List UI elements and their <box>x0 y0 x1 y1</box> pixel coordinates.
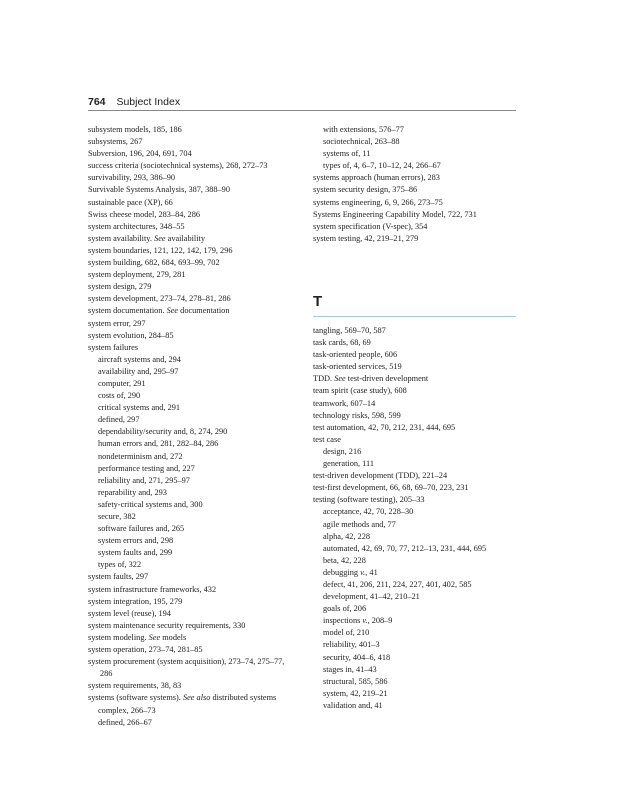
index-subentry: inspections v., 208–9 <box>323 616 393 626</box>
index-subentry: defined, 266–67 <box>98 717 152 727</box>
index-column-right-t <box>313 325 523 712</box>
index-subentry: with extensions, 576–77 <box>323 125 404 134</box>
index-entry: task-oriented people, 606 <box>313 350 398 360</box>
index-subentry: complex, 266–73 <box>98 705 156 715</box>
index-entry: system documentation. See documentation <box>88 306 230 316</box>
index-entry: system maintenance security requirements, 330 <box>88 620 246 630</box>
index-subentry: development, 41–42, 210–21 <box>323 592 420 602</box>
index-entry: test case <box>313 434 341 444</box>
index-entry: system evolution, 284–85 <box>88 330 174 340</box>
index-subentry: security, 404–6, 418 <box>323 652 391 662</box>
index-entry: system availability. See availability <box>88 233 205 243</box>
header-divider <box>88 110 516 111</box>
index-subentry: stages in, 41–43 <box>323 664 377 674</box>
index-subentry: costs of, 290 <box>98 391 141 401</box>
index-subentry: secure, 382 <box>98 512 136 521</box>
index-entry: systems approach (human errors), 283 <box>313 173 440 183</box>
index-entry: test-driven development (TDD), 221–24 <box>313 471 448 481</box>
index-subentry: availability and, 295–97 <box>98 366 179 376</box>
index-subentry: defined, 297 <box>98 415 140 425</box>
index-subentry: reliability, 401–3 <box>323 640 380 650</box>
section-divider <box>313 316 516 317</box>
index-subentry: model of, 210 <box>323 628 370 638</box>
index-subentry: generation, 111 <box>323 459 374 469</box>
index-entry: system development, 273–74, 278–81, 286 <box>88 294 231 304</box>
page-header <box>88 96 180 108</box>
index-entry: team spirit (case study), 608 <box>313 386 407 396</box>
index-entry: system boundaries, 121, 122, 142, 179, 296 <box>88 245 233 255</box>
index-subentry: acceptance, 42, 70, 228–30 <box>323 507 414 517</box>
index-entry: subsystem models, 185, 186 <box>88 125 182 134</box>
index-entry: task cards, 68, 69 <box>313 338 371 348</box>
index-entry: test-first development, 66, 68, 69–70, 223, 231 <box>313 483 469 493</box>
index-entry: TDD. See test-driven development <box>313 374 429 384</box>
index-entry: system design, 279 <box>88 282 152 292</box>
index-subentry: beta, 42, 228 <box>323 555 366 565</box>
index-subentry: nondeterminism and, 272 <box>98 451 183 461</box>
index-subentry: reliability and, 271, 295–97 <box>98 475 190 485</box>
index-entry: teamwork, 607–14 <box>313 398 376 408</box>
index-subentry: sociotechnical, 263–88 <box>323 137 400 147</box>
index-entry: systems (software systems). See also distributed systems <box>88 693 277 703</box>
index-subentry: critical systems and, 291 <box>98 403 181 413</box>
index-entry: task-oriented services, 519 <box>313 362 402 372</box>
index-entry: system faults, 297 <box>88 572 149 582</box>
index-entry: system modeling. See models <box>88 632 187 642</box>
page-number: 764 <box>88 96 106 108</box>
index-entry: system level (reuse), 194 <box>88 608 171 618</box>
index-entry: system deployment, 279, 281 <box>88 270 186 280</box>
index-entry: system building, 682, 684, 693–99, 702 <box>88 258 220 268</box>
index-entry: technology risks, 598, 599 <box>313 410 401 420</box>
index-subentry: reparability and, 293 <box>98 487 167 497</box>
index-entry: system security design, 375–86 <box>313 185 418 195</box>
index-entry: Swiss cheese model, 283–84, 286 <box>88 209 200 219</box>
index-entry: Survivable Systems Analysis, 387, 388–90 <box>88 185 230 195</box>
index-entry: test automation, 42, 70, 212, 231, 444, 695 <box>313 422 456 432</box>
running-title: Subject Index <box>116 96 181 108</box>
index-entry: system specification (V-spec), 354 <box>313 221 428 231</box>
index-entry: subsystems, 267 <box>88 137 143 147</box>
index-subentry: goals of, 206 <box>323 604 367 614</box>
index-subentry: computer, 291 <box>98 378 146 388</box>
index-entry: testing (software testing), 205–33 <box>313 495 425 505</box>
index-subentry: system faults and, 299 <box>98 548 173 558</box>
index-entry: system architectures, 348–55 <box>88 221 185 231</box>
index-entry: system procurement (system acquisition), 273–74, 275–77, 286 <box>88 657 285 679</box>
index-subentry: aircraft systems and, 294 <box>98 354 181 364</box>
index-entry: systems engineering, 6, 9, 266, 273–75 <box>313 197 443 207</box>
index-column-right-top <box>313 124 523 245</box>
index-entry: system infrastructure frameworks, 432 <box>88 584 217 594</box>
index-subentry: alpha, 42, 228 <box>323 531 371 541</box>
index-entry: Subversion, 196, 204, 691, 704 <box>88 149 192 159</box>
index-subentry: dependability/security and, 8, 274, 290 <box>98 427 228 437</box>
index-entry: system failures <box>88 342 139 352</box>
index-subentry: software failures and, 265 <box>98 524 185 534</box>
index-subentry: automated, 42, 69, 70, 77, 212–13, 231, 444, 695 <box>323 543 487 553</box>
index-subentry: types of, 4, 6–7, 10–12, 24, 266–67 <box>323 161 441 171</box>
index-entry: survivability, 293, 386–90 <box>88 173 176 183</box>
index-subentry: system, 42, 219–21 <box>323 688 388 698</box>
index-subentry: defect, 41, 206, 211, 224, 227, 401, 402, 585 <box>323 579 472 589</box>
index-subentry: safety-critical systems and, 300 <box>98 499 203 509</box>
index-subentry: design, 216 <box>323 446 362 456</box>
index-subentry: systems of, 11 <box>323 149 371 159</box>
index-entry: Systems Engineering Capability Model, 722, 731 <box>313 209 477 219</box>
index-subentry: debugging v., 41 <box>323 567 378 577</box>
index-entry: system operation, 273–74, 281–85 <box>88 645 203 655</box>
index-entry: system requirements, 38, 83 <box>88 681 182 691</box>
index-subentry: types of, 322 <box>98 560 142 570</box>
index-subentry: agile methods and, 77 <box>323 519 396 529</box>
index-column-left <box>88 124 298 729</box>
index-subentry: validation and, 41 <box>323 700 383 710</box>
index-entry: tangling, 569–70, 587 <box>313 326 386 335</box>
index-subentry: structural, 585, 586 <box>323 676 388 686</box>
index-entry: sustainable pace (XP), 66 <box>88 197 173 207</box>
index-subentry: performance testing and, 227 <box>98 463 195 473</box>
index-entry: system error, 297 <box>88 318 146 328</box>
index-entry: system testing, 42, 219–21, 279 <box>313 233 419 243</box>
index-entry: success criteria (sociotechnical systems), 268, 272–73 <box>88 161 268 171</box>
index-subentry: human errors and, 281, 282–84, 286 <box>98 439 219 449</box>
section-letter: T <box>313 293 323 310</box>
index-entry: system integration, 195, 279 <box>88 596 183 606</box>
index-subentry: system errors and, 298 <box>98 536 174 546</box>
